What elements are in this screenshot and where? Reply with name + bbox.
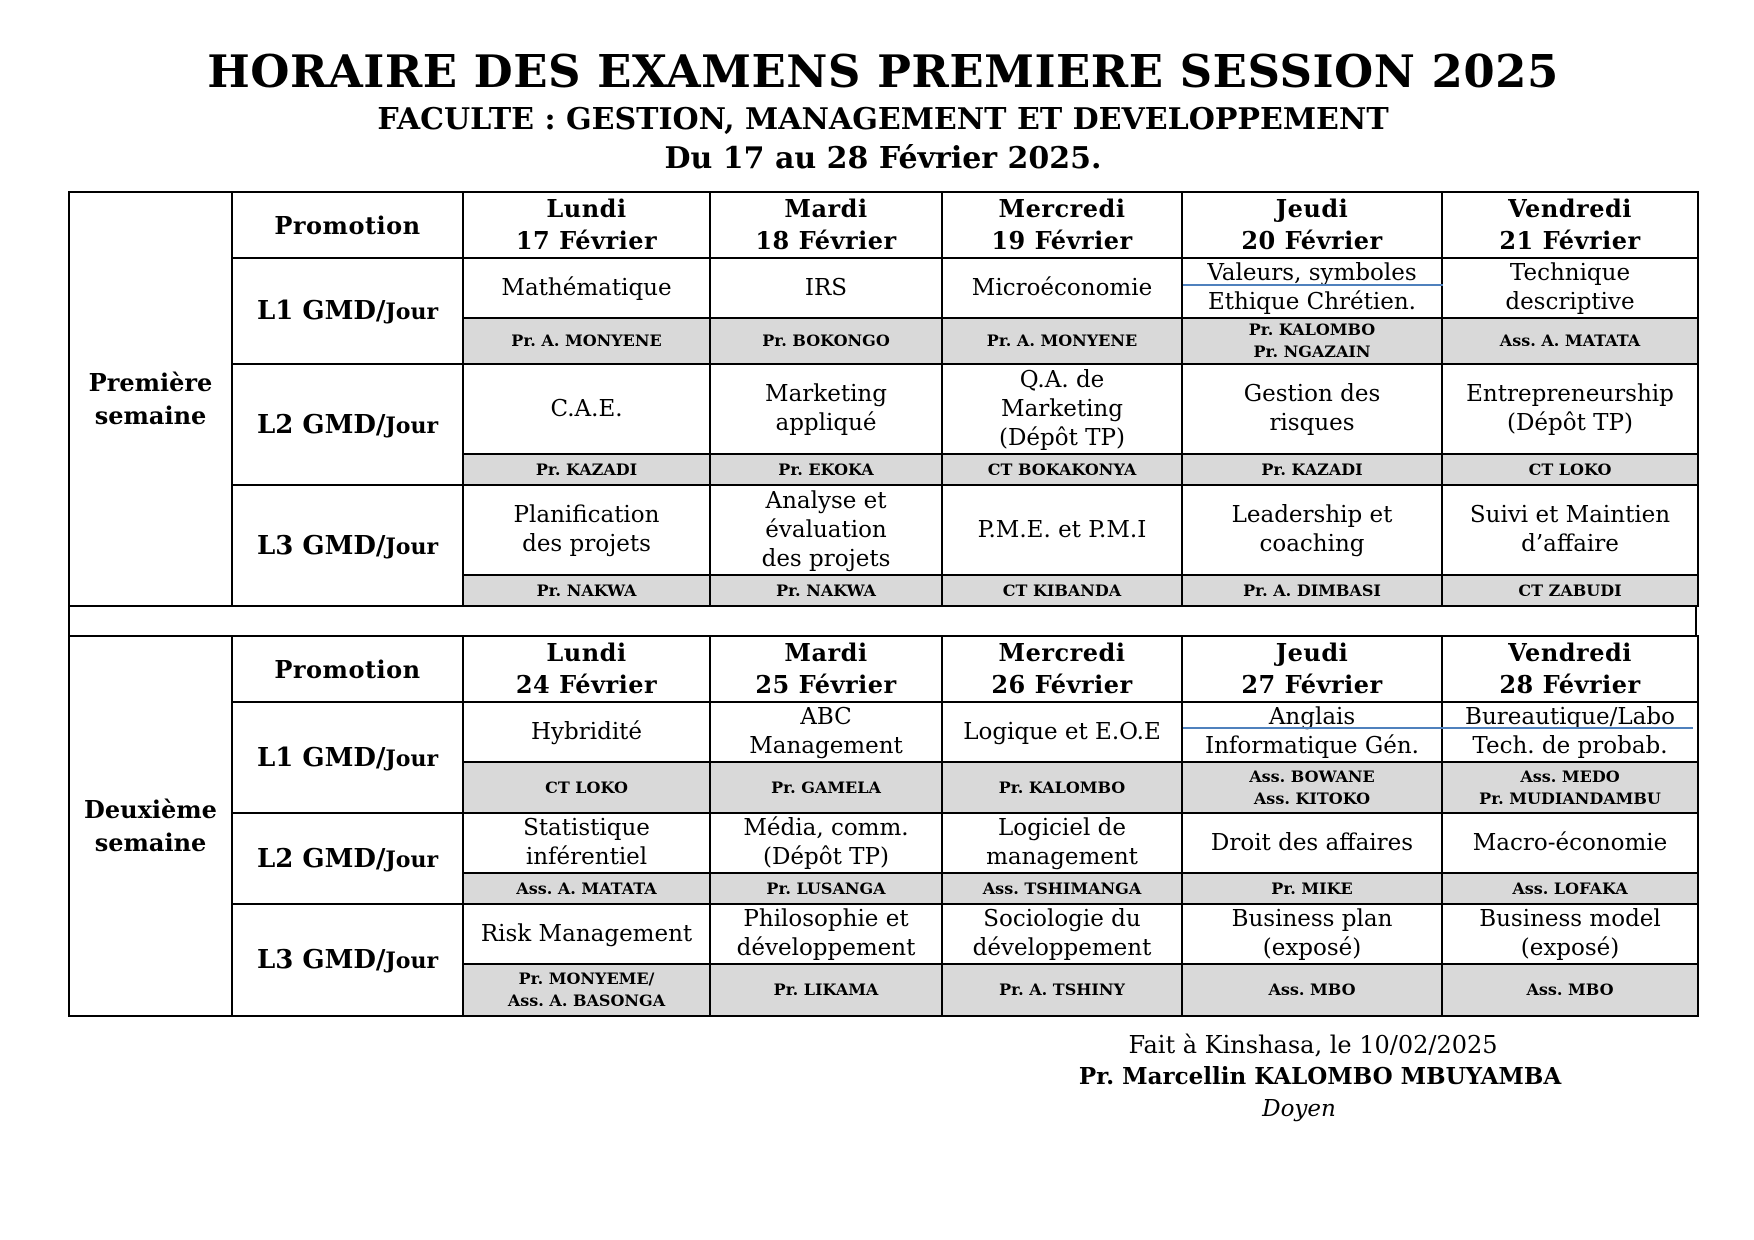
- day-header: [1182, 192, 1442, 258]
- promotion-cell: [232, 904, 463, 1016]
- course-cell: [463, 485, 710, 575]
- professor-cell: [463, 454, 710, 485]
- text-line: C.A.E.: [550, 396, 623, 422]
- professor-cell: [710, 318, 942, 364]
- course-cell: [463, 904, 710, 964]
- course-cell: [942, 904, 1182, 964]
- day-name: Mercredi: [998, 194, 1126, 223]
- text-line: CT KIBANDA: [1002, 580, 1122, 600]
- course-cell: [1182, 258, 1442, 318]
- text-line: Pr. MONYEME/: [518, 969, 655, 988]
- course-cell: [463, 813, 710, 873]
- course-cell: [942, 485, 1182, 575]
- day-date: 18 Février: [755, 226, 897, 255]
- promotion-shift: Jour: [385, 533, 439, 560]
- day-date: 26 Février: [991, 670, 1133, 699]
- professor-cell: [463, 318, 710, 364]
- professor-cell: [942, 762, 1182, 813]
- course-row: [69, 702, 1698, 762]
- course-row: [69, 364, 1698, 454]
- promotion-name: L1 GMD/: [256, 742, 386, 773]
- text-line: Pr. A. DIMBASI: [1243, 580, 1381, 600]
- course-cell: [1442, 702, 1698, 762]
- day-date: 21 Février: [1499, 226, 1641, 255]
- text-line: Business model: [1479, 906, 1661, 932]
- exam-period: Du 17 au 28 Février 2025.: [664, 141, 1102, 176]
- text-line: CT LOKO: [545, 777, 628, 797]
- day-header: [942, 636, 1182, 702]
- text-line: Ass. A. MATATA: [516, 878, 657, 898]
- text-line: Valeurs, symboles: [1207, 260, 1417, 286]
- text-line: Ass. TSHIMANGA: [982, 878, 1142, 898]
- week-label-line2: semaine: [94, 828, 207, 857]
- week-label-line2: semaine: [94, 401, 207, 430]
- professor-cell: [710, 964, 942, 1016]
- course-cell: [710, 364, 942, 454]
- promotion-name: L2 GMD/: [256, 409, 386, 440]
- text-line: Ass. MBO: [1268, 980, 1356, 999]
- text-line: (exposé): [1520, 935, 1620, 961]
- professor-cell: [1442, 575, 1698, 606]
- text-line: Informatique Gén.: [1205, 733, 1419, 759]
- professor-cell: [942, 575, 1182, 606]
- day-name: Jeudi: [1275, 194, 1349, 223]
- professor-cell: [1442, 964, 1698, 1016]
- signature-role: Doyen: [1262, 1096, 1336, 1122]
- course-cell: [942, 364, 1182, 454]
- day-date: 25 Février: [755, 670, 897, 699]
- text-line: Pr. EKOKA: [778, 459, 874, 479]
- course-cell: [710, 702, 942, 762]
- l1-separator-line-w2: [1183, 727, 1693, 729]
- course-cell: [463, 364, 710, 454]
- text-line: Marketing: [1001, 395, 1123, 422]
- text-line: Pr. LUSANGA: [766, 878, 886, 898]
- text-line: des projets: [761, 545, 891, 572]
- professor-cell: [1442, 318, 1698, 364]
- text-line: Logiciel de: [997, 815, 1127, 841]
- course-cell: [463, 258, 710, 318]
- text-line: CT BOKAKONYA: [987, 459, 1137, 479]
- professor-cell: [463, 575, 710, 606]
- text-line: Pr. MUDIANDAMBU: [1479, 788, 1661, 808]
- professor-cell: [1182, 873, 1442, 904]
- text-line: Ass. A. MATATA: [1499, 331, 1641, 350]
- course-cell: [1182, 485, 1442, 575]
- day-date: 28 Février: [1499, 670, 1641, 699]
- day-date: 19 Février: [991, 226, 1133, 255]
- promotion-header: Promotion: [232, 192, 463, 258]
- promotion-shift: Jour: [385, 412, 439, 439]
- day-header-row: [69, 192, 1698, 258]
- day-header-row: [69, 636, 1698, 702]
- text-line: Leadership et: [1231, 502, 1393, 528]
- course-cell: [1442, 258, 1698, 318]
- text-line: Pr. KAZADI: [1261, 459, 1363, 479]
- text-line: Marketing: [765, 381, 887, 407]
- text-line: évaluation: [765, 516, 887, 543]
- day-date: 20 Février: [1241, 226, 1383, 255]
- promotion-shift: Jour: [385, 948, 439, 974]
- professor-cell: [463, 873, 710, 904]
- text-line: développement: [736, 935, 916, 961]
- text-line: Ass. A. BASONGA: [507, 991, 666, 1010]
- text-line: Pr. A. TSHINY: [999, 980, 1125, 999]
- day-header: [942, 192, 1182, 258]
- text-line: Bureautique/Labo: [1465, 704, 1675, 730]
- week-label-line1: Deuxième: [84, 795, 217, 824]
- text-line: Pr. LIKAMA: [773, 980, 879, 999]
- document-header: [0, 44, 1754, 178]
- text-line: Média, comm.: [743, 815, 909, 841]
- text-line: Pr. MIKE: [1271, 878, 1353, 898]
- day-header: [1442, 192, 1698, 258]
- text-line: Pr. NAKWA: [536, 580, 637, 600]
- text-line: Sociologie du: [983, 906, 1141, 932]
- course-cell: [1182, 904, 1442, 964]
- professor-cell: [942, 873, 1182, 904]
- text-line: inférentiel: [525, 844, 648, 870]
- professor-cell: [942, 964, 1182, 1016]
- promotion-shift: Jour: [385, 745, 439, 772]
- promotion-cell: [232, 813, 463, 904]
- text-line: CT ZABUDI: [1518, 580, 1622, 600]
- day-name: Lundi: [546, 194, 627, 223]
- text-line: Analyse et: [765, 487, 887, 514]
- signature-name: Pr. Marcellin KALOMBO MBUYAMBA: [1078, 1063, 1562, 1090]
- day-name: Mercredi: [998, 638, 1126, 667]
- text-line: développement: [972, 935, 1152, 961]
- professor-cell: [710, 762, 942, 813]
- text-line: Ass. KITOKO: [1253, 788, 1371, 808]
- professor-cell: [1182, 762, 1442, 813]
- day-header: [1182, 636, 1442, 702]
- page-title: HORAIRE DES EXAMENS PREMIERE SESSION 2025: [207, 45, 1559, 98]
- text-line: P.M.E. et P.M.I: [977, 517, 1147, 543]
- professor-cell: [1442, 873, 1698, 904]
- text-line: Pr. A. MONYENE: [511, 331, 662, 350]
- promotion-shift: Jour: [385, 846, 439, 873]
- text-line: Tech. de probab.: [1472, 733, 1668, 759]
- course-cell: [710, 258, 942, 318]
- text-line: Hybridité: [530, 719, 643, 745]
- text-line: Management: [749, 733, 903, 759]
- text-line: Pr. NAKWA: [776, 580, 876, 600]
- course-row: [69, 813, 1698, 873]
- professor-cell: [1442, 454, 1698, 485]
- text-line: management: [986, 844, 1138, 870]
- text-line: Microéconomie: [971, 275, 1153, 301]
- text-line: (exposé): [1262, 935, 1362, 961]
- text-line: risques: [1269, 410, 1355, 436]
- promotion-header: Promotion: [232, 636, 463, 702]
- promotion-name: L1 GMD/: [256, 296, 386, 326]
- week-separator-row: [68, 605, 1697, 636]
- professor-cell: [1182, 318, 1442, 364]
- promotion-name: L3 GMD/: [256, 530, 386, 561]
- text-line: Pr. A. MONYENE: [986, 331, 1138, 350]
- promotion-shift: Jour: [385, 299, 439, 325]
- promotion-cell: [232, 258, 463, 364]
- signature-place-date: Fait à Kinshasa, le 10/02/2025: [1128, 1031, 1498, 1059]
- professor-cell: [463, 964, 710, 1016]
- course-cell: [1442, 364, 1698, 454]
- day-name: Mardi: [784, 194, 868, 223]
- text-line: Mathématique: [501, 275, 672, 301]
- text-line: CT LOKO: [1528, 459, 1612, 479]
- text-line: Pr. KAZADI: [535, 459, 638, 479]
- course-cell: [942, 813, 1182, 873]
- jeudi-l1-separator-line-w1: [1183, 284, 1443, 286]
- text-line: Logique et E.O.E: [963, 719, 1161, 745]
- course-cell: [463, 702, 710, 762]
- course-cell: [1442, 485, 1698, 575]
- text-line: Gestion des: [1243, 381, 1381, 407]
- text-line: Pr. NGAZAIN: [1253, 342, 1371, 361]
- text-line: (Dépôt TP): [999, 424, 1125, 451]
- course-cell: [942, 258, 1182, 318]
- text-line: des projets: [522, 531, 651, 557]
- text-line: Ass. MBO: [1526, 980, 1614, 999]
- text-line: Planification: [513, 502, 660, 528]
- week-label: [69, 192, 232, 606]
- promotion-name: L2 GMD/: [256, 843, 386, 874]
- text-line: Macro-économie: [1472, 830, 1668, 856]
- professor-cell: [942, 454, 1182, 485]
- course-row: [69, 485, 1698, 575]
- text-line: descriptive: [1505, 289, 1635, 315]
- week1-schedule-table: [68, 191, 1699, 607]
- promotion-cell: [232, 485, 463, 606]
- day-name: Mardi: [784, 638, 868, 667]
- text-line: d’affaire: [1521, 531, 1619, 557]
- text-line: Philosophie et: [743, 906, 909, 932]
- text-line: Statistique: [523, 815, 650, 841]
- text-line: Pr. KALOMBO: [1248, 320, 1376, 339]
- text-line: Risk Management: [480, 921, 693, 947]
- text-line: IRS: [804, 275, 848, 301]
- text-line: Suivi et Maintien: [1469, 502, 1671, 528]
- course-cell: [1442, 813, 1698, 873]
- text-line: Ethique Chrétien.: [1207, 289, 1416, 315]
- professor-cell: [1182, 575, 1442, 606]
- day-date: 24 Février: [515, 670, 658, 699]
- text-line: appliqué: [775, 410, 877, 436]
- course-cell: [710, 485, 942, 575]
- professor-cell: [1182, 454, 1442, 485]
- week-label-line1: Première: [88, 368, 213, 397]
- week2-schedule-table: [68, 635, 1699, 1017]
- professor-cell: [710, 873, 942, 904]
- text-line: Pr. BOKONGO: [762, 331, 890, 350]
- professor-cell: [710, 575, 942, 606]
- professor-cell: [1182, 964, 1442, 1016]
- course-row: [69, 904, 1698, 964]
- text-line: Entrepreneurship: [1466, 381, 1674, 407]
- day-date: 17 Février: [515, 226, 658, 255]
- day-name: Lundi: [546, 638, 627, 667]
- text-line: Anglais: [1268, 704, 1356, 730]
- day-header: [463, 636, 710, 702]
- day-header: [463, 192, 710, 258]
- promotion-cell: [232, 702, 463, 813]
- professor-cell: [710, 454, 942, 485]
- day-name: Vendredi: [1508, 194, 1632, 223]
- text-line: Technique: [1509, 260, 1631, 286]
- promotion-cell: [232, 364, 463, 485]
- professor-cell: [1442, 762, 1698, 813]
- text-line: Q.A. de: [1019, 366, 1105, 393]
- text-line: ABC: [800, 704, 852, 730]
- day-name: Jeudi: [1275, 638, 1349, 667]
- professor-cell: [942, 318, 1182, 364]
- course-cell: [1442, 904, 1698, 964]
- text-line: Droit des affaires: [1210, 830, 1414, 856]
- signature-block: [1000, 1030, 1640, 1124]
- text-line: Pr. KALOMBO: [998, 777, 1126, 797]
- text-line: Ass. MEDO: [1520, 766, 1620, 786]
- course-cell: [710, 904, 942, 964]
- course-cell: [1182, 813, 1442, 873]
- course-cell: [942, 702, 1182, 762]
- day-header: [1442, 636, 1698, 702]
- course-cell: [710, 813, 942, 873]
- course-row: [69, 258, 1698, 318]
- course-cell: [1182, 702, 1442, 762]
- text-line: Pr. GAMELA: [771, 777, 881, 797]
- promotion-name: L3 GMD/: [256, 945, 386, 975]
- text-line: coaching: [1259, 531, 1365, 557]
- faculty-subtitle: FACULTE : GESTION, MANAGEMENT ET DEVELOPPEMENT: [377, 102, 1389, 137]
- day-date: 27 Février: [1241, 670, 1383, 699]
- day-header: [710, 192, 942, 258]
- text-line: Business plan: [1231, 906, 1393, 932]
- day-header: [710, 636, 942, 702]
- day-name: Vendredi: [1508, 638, 1632, 667]
- week-label: [69, 636, 232, 1016]
- course-cell: [1182, 364, 1442, 454]
- text-line: (Dépôt TP): [1507, 410, 1633, 436]
- text-line: (Dépôt TP): [763, 844, 889, 870]
- professor-cell: [463, 762, 710, 813]
- text-line: Ass. BOWANE: [1249, 766, 1375, 786]
- text-line: Ass. LOFAKA: [1512, 878, 1628, 898]
